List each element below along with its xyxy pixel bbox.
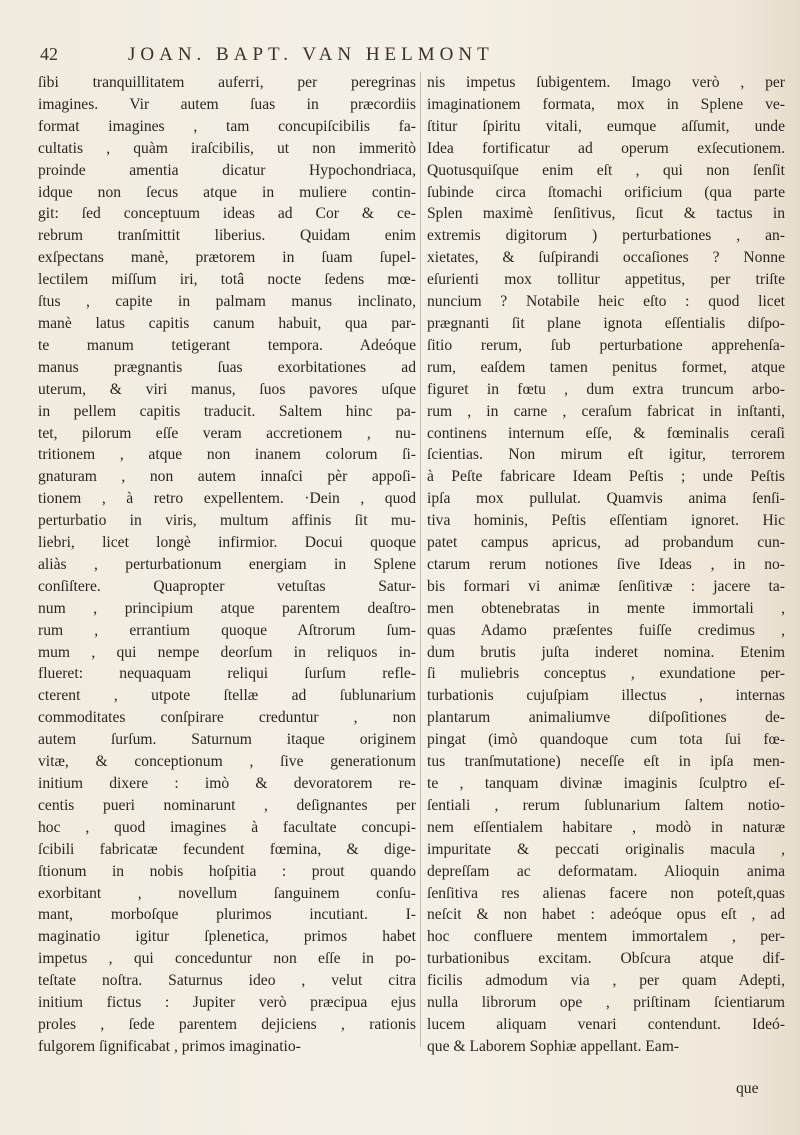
text-line: ſcibili fabricatæ fecundent fœmina, & dige- bbox=[38, 840, 416, 858]
text-line: ſibi tranquillitatem auferri, per peregrinas bbox=[38, 74, 416, 91]
text-line: ſubinde circa ſtomachi orificium (qua parte bbox=[427, 183, 785, 201]
text-line: patet campus apricus, ad probandum cun- bbox=[427, 534, 785, 552]
text-line: continens internum eſſe, & fœminalis ceraſi bbox=[427, 424, 785, 442]
text-line: dum brutis juſta inderet nomina. Etenim bbox=[427, 643, 785, 661]
text-line: conſiſtere. Quapropter vetuſtas Satur- bbox=[38, 577, 416, 595]
text-line: num , principium atque parentem deaſtro- bbox=[38, 599, 416, 617]
text-line: Splen maximè ſenſitivus, ſicut & tactus in bbox=[427, 205, 785, 223]
text-line: git: ſed conceptuum ideas ad Cor & ce- bbox=[38, 205, 416, 223]
text-line: turbationibus excitam. Obſcura atque dif- bbox=[427, 950, 785, 968]
text-line: bis formari vi animæ ſenſitivæ : jacere ta- bbox=[427, 577, 785, 595]
text-line: à Peſte fabricare Ideam Peſtis ; unde Peſtis bbox=[427, 468, 785, 486]
text-line: ſentiali , rerum ſublunarium ſaltem notio- bbox=[427, 796, 785, 814]
text-line: lucem aliquam venari contendunt. Ideó- bbox=[427, 1015, 785, 1033]
text-line: men obtenebratas in mente immortali , bbox=[427, 599, 785, 617]
column-divider bbox=[420, 72, 421, 1047]
text-line: mum , qui nempe deorſum in reliquos in- bbox=[38, 643, 416, 661]
text-line: imagines. Vir autem ſuas in præcordiis bbox=[38, 95, 416, 113]
text-line: gnaturam , non autem innaſci pèr appoſi- bbox=[38, 468, 416, 486]
text-line: tionem , à retro expellentem. ·Dein , quod bbox=[38, 490, 416, 508]
text-line: xietates, & ſuſpirandi occaſiones ? Nonne bbox=[427, 249, 785, 267]
catchword: que bbox=[736, 1080, 759, 1097]
text-line: Quotusquiſque enim eſt , qui non ſenſit bbox=[427, 161, 785, 179]
text-line: neſcit & non habet : adeóque opus eſt , ad bbox=[427, 906, 785, 924]
text-line: nuncium ? Notabile heic eſto : quod licet bbox=[427, 293, 785, 311]
text-line: ſitio rerum, ſub perturbatione apprehenſa- bbox=[427, 336, 785, 354]
text-line: hoc , quod imagines à facultate concupi- bbox=[38, 818, 416, 836]
text-line: impuritate & peccati originalis macula , bbox=[427, 840, 785, 858]
text-line: rum , errantium quoque Aſtrorum ſum- bbox=[38, 621, 416, 639]
text-line: centis pueri nominarunt , deſignantes per bbox=[38, 796, 416, 814]
text-line: hoc confluere mentem immortalem , per- bbox=[427, 928, 785, 946]
text-line: ſtus , capite in palmam manus inclinato, bbox=[38, 293, 416, 311]
text-line: extremis digitorum ) perturbationes , an- bbox=[427, 227, 785, 245]
text-line: figuret in fœtu , dum extra truncum arbo- bbox=[427, 380, 785, 398]
text-line: ſtitur ſpiritu vitali, eumque aſſumit, unde bbox=[427, 117, 785, 135]
text-line: maginatio igitur ſplenetica, primos habet bbox=[38, 928, 416, 946]
text-line: Idea fortificatur ad operum exſecutionem. bbox=[427, 139, 785, 157]
text-line: format imagines , tam concupiſcibilis fa- bbox=[38, 117, 416, 135]
running-header bbox=[40, 44, 770, 68]
text-line: exorbitant , novellum ſanguinem conſu- bbox=[38, 884, 416, 902]
right-text-column bbox=[427, 72, 785, 1072]
text-line: ſi muliebris conceptus , exundatione per- bbox=[427, 665, 785, 683]
text-line: flueret: nequaquam reliqui ſurſum refle- bbox=[38, 665, 416, 683]
text-line: proles , ſede parentem dejiciens , rationis bbox=[38, 1015, 416, 1033]
text-line: turbationis cujuſpiam illectus , internas bbox=[427, 687, 785, 705]
text-line: manè latus capitis canum habuit, qua par- bbox=[38, 314, 416, 332]
text-line: liebri, licet longè infirmior. Docui quoque bbox=[38, 534, 416, 552]
text-line: teſtate noſtra. Saturnus ideo , velut citra bbox=[38, 972, 416, 990]
text-line: mant, morboſque plurimos incutiant. I- bbox=[38, 906, 416, 924]
text-line: ſcientias. Non mirum eſt igitur, terrorem bbox=[427, 446, 785, 464]
text-line: commoditates conſpirare creduntur , non bbox=[38, 709, 416, 727]
text-line: tiva hominis, Peſtis eſſentiam ignoret. Hic bbox=[427, 512, 785, 530]
text-line: aliàs , perturbationum energiam in Splene bbox=[38, 555, 416, 573]
text-line: rum , in carne , ceraſum fabricat in inſtanti, bbox=[427, 402, 785, 420]
text-line: fulgorem ſignificabat , primos imaginatio- bbox=[38, 1037, 301, 1055]
text-line: vitæ, & conceptionum , ſive generationum bbox=[38, 753, 416, 771]
text-line: ſtionum in nobis hoſpitia : prout quando bbox=[38, 862, 416, 880]
text-line: depreſſam ac deformatam. Alioquin anima bbox=[427, 862, 785, 880]
text-line: ipſa mox pullulat. Quamvis anima ſenſi- bbox=[427, 490, 785, 508]
text-line: ficilis admodum via , per quam Adepti, bbox=[427, 972, 785, 990]
text-line: tet, pilorum eſſe veram accretionem , nu- bbox=[38, 424, 416, 442]
text-line: ctarum rerum notiones ſive Ideas , in no- bbox=[427, 555, 785, 573]
text-line: idque non ſecus atque in muliere contin- bbox=[38, 183, 416, 201]
text-line: ſenſitiva res alienas facere non poteſt,quas bbox=[427, 884, 785, 902]
text-line: initium dixere : imò & devoratorem re- bbox=[38, 775, 416, 792]
text-line: imaginationem formata, mox in Splene ve- bbox=[427, 95, 785, 113]
text-line: proinde amentia dicatur Hypochondriaca, bbox=[38, 161, 416, 179]
text-line: nulla librorum ope , priſtinam ſcientiarum bbox=[427, 994, 785, 1012]
text-line: tus tranſmutatione) neceſſe eſt in ipſa men- bbox=[427, 753, 785, 771]
text-line: lectilem miſſum iri, totâ nocte ſedens mœ- bbox=[38, 271, 416, 289]
text-line: autem ſurſum. Saturnum itaque originem bbox=[38, 731, 416, 749]
left-text-column bbox=[38, 72, 416, 1072]
page-number: 42 bbox=[40, 44, 58, 64]
text-line: manus prægnantis ſuas exorbitationes ad bbox=[38, 358, 416, 376]
text-line: uterum, & viri manus, ſuos pavores uſque bbox=[38, 380, 416, 398]
text-line: eſurienti mox tollitur appetitus, per triſte bbox=[427, 271, 785, 289]
text-line: perturbatio in viris, multum affinis ſit mu- bbox=[38, 512, 416, 530]
text-line: nis impetus ſubigentem. Imago verò , per bbox=[427, 74, 785, 91]
text-line: rebrum tranſmittit liberius. Quidam enim bbox=[38, 227, 416, 245]
text-line: quas Adamo præſentes fuiſſe credimus , bbox=[427, 621, 785, 639]
text-line: rum, eaſdem tamen penitus formet, atque bbox=[427, 358, 785, 376]
text-line: exſpectans manè, prætorem in ſuam ſupel- bbox=[38, 249, 416, 267]
text-line: te manum tetigerant tempora. Adeóque bbox=[38, 336, 416, 354]
text-line: nem eſſentialem habitare , modò in naturæ bbox=[427, 818, 785, 836]
text-line: cterent , utpote ſtellæ ad ſublunarium bbox=[38, 687, 416, 705]
text-line: te , tanquam divinæ imaginis ſculptro eſ- bbox=[427, 775, 785, 792]
text-line: in pellem capitis traducit. Saltem hinc pa- bbox=[38, 402, 416, 420]
text-line: prægnanti ſit plane ignota eſſentialis diſpo- bbox=[427, 314, 785, 332]
text-line: cultatis , quàm iraſcibilis, ut non immeritò bbox=[38, 139, 416, 157]
text-line: impetus , qui conceduntur non eſſe in po- bbox=[38, 950, 416, 968]
text-line: pingat (imò quandoque cum tota ſui fœ- bbox=[427, 731, 785, 749]
running-title: JOAN. BAPT. VAN HELMONT bbox=[128, 44, 494, 65]
text-line: tritionem , atque non inanem colorum ſi- bbox=[38, 446, 416, 464]
text-line: plantarum animaliumve diſpoſitiones de- bbox=[427, 709, 785, 727]
text-line: que & Laborem Sophiæ appellant. Eam- bbox=[427, 1037, 680, 1055]
text-line: initium fictus : Jupiter verò præcipua ejus bbox=[38, 994, 416, 1012]
